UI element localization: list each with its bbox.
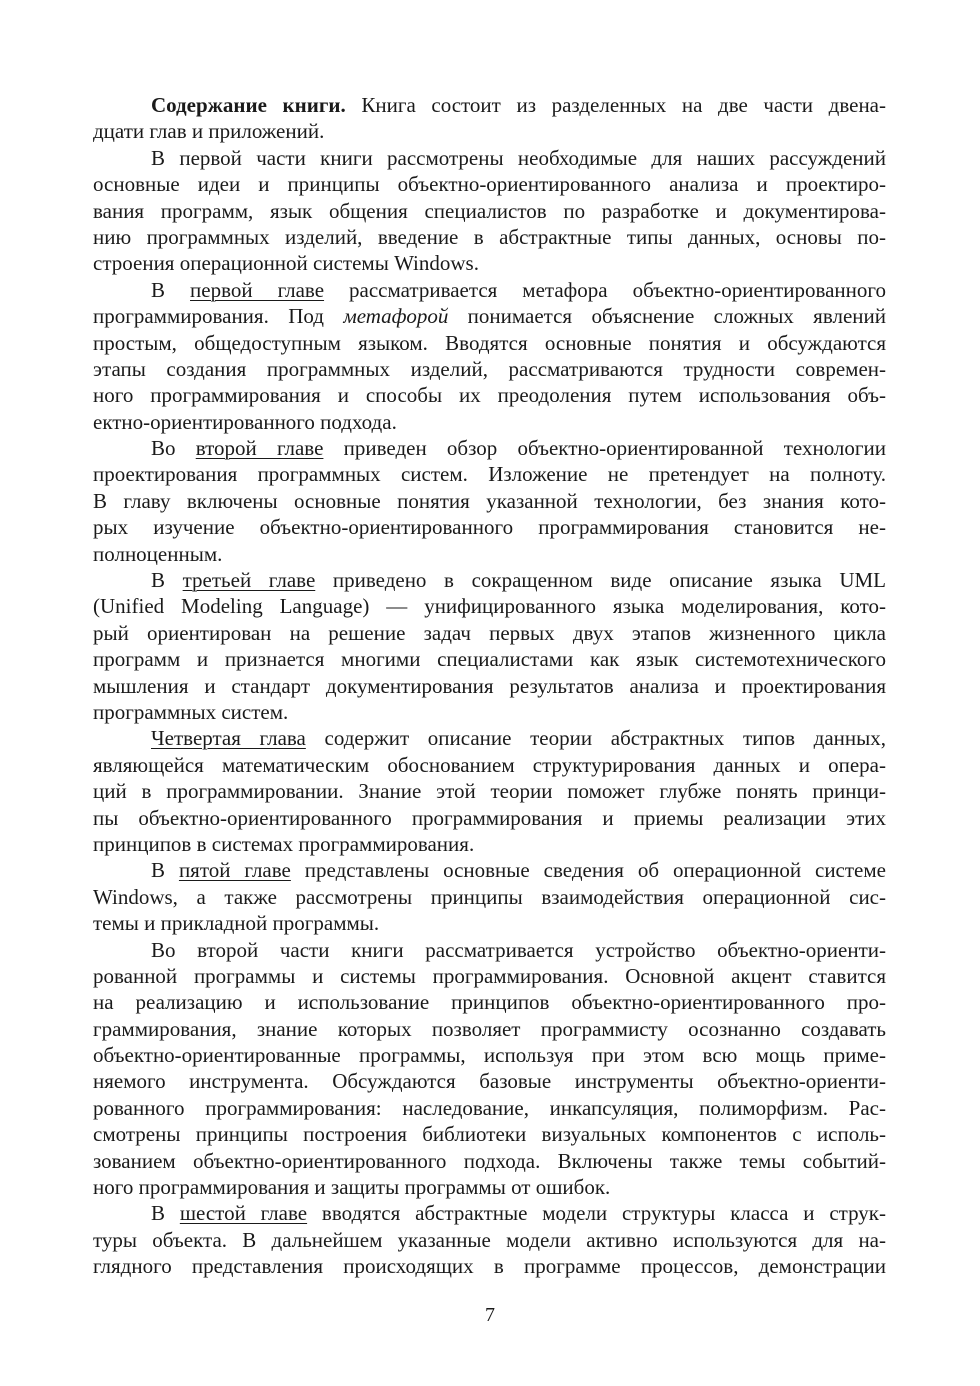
text-line [93, 593, 886, 619]
text-run: приведен обзор объектно-ориентированной технологии [323, 436, 886, 461]
italic-term: метафорой [343, 304, 449, 329]
paragraph [93, 277, 886, 435]
paragraph [93, 435, 886, 567]
text-run: В [151, 277, 191, 302]
text-run: ного программирования и способы их преодоления путем использования объ- [93, 383, 886, 408]
text-run: Книга состоит из разделенных на две части двена- [345, 93, 886, 117]
text-run: объектно-ориентированные программы, используя при этом всю мощь приме- [93, 1043, 886, 1068]
text-run: понимается объяснение сложных явлений [448, 304, 886, 329]
text-line [93, 1200, 886, 1226]
text-run: программирования. Под [93, 304, 344, 329]
text-run: глядного представления происходящих в программе процессов, демонстрации [93, 1254, 886, 1279]
text-line [93, 1148, 886, 1174]
text-line [93, 409, 886, 435]
text-line [93, 1016, 886, 1042]
text-run: рассматривается метафора объектно-ориентированного [324, 277, 886, 302]
text-line [93, 435, 886, 461]
text-line [93, 198, 886, 224]
text-run: ций в программировании. Знание этой теории поможет глубже понять принци- [93, 779, 886, 804]
text-line [93, 1174, 886, 1200]
text-run: (Unified Modeling Language) — унифицированного языка моделирования, кото- [93, 594, 886, 619]
text-run: пы объектно-ориентированного программирования и приемы реализации этих [93, 805, 886, 830]
paragraph [93, 937, 886, 1201]
text-run: Во [151, 436, 196, 461]
text-line [93, 963, 886, 989]
text-run: нию программных изделий, введение в абстрактные типы данных, основы по- [93, 224, 886, 249]
text-run: вводятся абстрактные модели структуры класса и струк- [307, 1201, 886, 1226]
text-line [93, 382, 886, 408]
text-line [93, 330, 886, 356]
text-run: основные идеи и принципы объектно-ориентированного анализа и проектиро- [93, 172, 886, 197]
text-line [93, 224, 886, 250]
text-run: рых изучение объектно-ориентированного программирования становится не- [93, 515, 886, 540]
text-line [93, 778, 886, 804]
text-run: темы и прикладной программы. [93, 911, 380, 936]
text-run: полноценным. [93, 541, 223, 566]
text-line [93, 1253, 886, 1279]
text-run: дцати глав и приложений. [93, 119, 325, 144]
text-run: рованной программы и системы программирования. Основной акцент ставится [93, 963, 886, 988]
text-line [93, 884, 886, 910]
text-run: В [151, 568, 183, 593]
text-line [93, 725, 886, 751]
text-run: граммирования, знание которых позволяет программисту осознанно создавать [93, 1016, 886, 1041]
paragraph [93, 857, 886, 936]
bold-text: Содержание книги. [151, 93, 346, 117]
text-run: ного программирования и защиты программы от ошибок. [93, 1175, 611, 1200]
text-line [93, 171, 886, 197]
text-run: няемого инструмента. Обсуждаются базовые инструменты объектно-ориенти- [93, 1069, 886, 1094]
text-line [93, 145, 886, 171]
text-run: вания программ, язык общения специалистов по разработке и документирова- [93, 198, 886, 223]
text-line [93, 937, 886, 963]
text-line [93, 461, 886, 487]
chapter-reference: первой главе [190, 277, 325, 302]
text-run: зованием объектно-ориентированного подхода. Включены также темы событий- [93, 1148, 886, 1173]
text-line [93, 488, 886, 514]
text-line [93, 1227, 886, 1253]
text-run: приведено в сокращенном виде описание языка UML [315, 568, 886, 593]
text-run: программных систем. [93, 699, 289, 724]
text-run: простым, общедоступным языком. Вводятся основные понятия и обсуждаются [93, 330, 886, 355]
text-line [93, 541, 886, 567]
text-line [93, 646, 886, 672]
text-line [93, 910, 886, 936]
chapter-reference: Четвертая глава [151, 726, 306, 751]
text-line [93, 356, 886, 382]
text-line [93, 699, 886, 725]
text-run: представлены основные сведения об операционной системе [290, 858, 886, 883]
chapter-reference: шестой главе [179, 1201, 308, 1226]
document-body [93, 92, 886, 1280]
paragraph [93, 92, 886, 145]
text-run: этапы создания программных изделий, рассматриваются трудности современ- [93, 356, 886, 381]
text-line [93, 857, 886, 883]
text-line [93, 514, 886, 540]
text-run: смотрены принципы построения библиотеки визуальных компонентов с исполь- [93, 1122, 886, 1147]
text-run: туры объекта. В дальнейшем указанные модели активно используются для на- [93, 1227, 886, 1252]
text-run: программ и признается многими специалистами как язык системотехнического [93, 647, 886, 672]
text-line [93, 673, 886, 699]
text-line [93, 1068, 886, 1094]
text-line [93, 805, 886, 831]
chapter-reference: второй главе [195, 436, 324, 461]
text-line [93, 620, 886, 646]
text-run: проектирования программных систем. Изложение не претендует на полноту. [93, 462, 886, 487]
text-run: В первой части книги рассмотрены необходимые для наших рассуждений [151, 145, 886, 170]
page-number: 7 [485, 1304, 495, 1326]
paragraph [93, 1200, 886, 1279]
paragraph [93, 725, 886, 857]
text-line [93, 831, 886, 857]
text-run: на реализацию и использование принципов объектно-ориентированного про- [93, 990, 886, 1015]
text-line [93, 1042, 886, 1068]
text-run: содержит описание теории абстрактных типов данных, [305, 726, 886, 751]
text-line [93, 567, 886, 593]
text-line [93, 118, 886, 144]
paragraph [93, 145, 886, 277]
text-line [93, 250, 886, 276]
text-run: рый ориентирован на решение задач первых двух этапов жизненного цикла [93, 620, 886, 645]
text-run: Во второй части книги рассматривается устройство объектно-ориенти- [151, 937, 886, 962]
chapter-reference: третьей главе [182, 568, 316, 593]
text-line [93, 92, 886, 118]
text-line [93, 752, 886, 778]
chapter-reference: пятой главе [178, 858, 291, 883]
text-line [93, 1121, 886, 1147]
text-run: принципов в системах программирования. [93, 831, 475, 856]
text-run: являющейся математическим обоснованием структурирования данных и опера- [93, 752, 886, 777]
text-run: мышления и стандарт документирования результатов анализа и проектирования [93, 673, 886, 698]
text-line [93, 989, 886, 1015]
text-run: рованного программирования: наследование, инкапсуляция, полиморфизм. Рас- [93, 1095, 886, 1120]
text-line [93, 277, 886, 303]
text-run: В главу включены основные понятия указанной технологии, без знания кото- [93, 488, 886, 513]
text-run: ектно-ориентированного подхода. [93, 409, 397, 434]
text-run: Windows, а также рассмотрены принципы взаимодействия операционной сис- [93, 884, 886, 909]
text-run: В [151, 1201, 180, 1226]
text-line [93, 1095, 886, 1121]
text-run: строения операционной системы Windows. [93, 251, 479, 276]
text-line [93, 303, 886, 329]
text-run: В [151, 858, 179, 883]
paragraph [93, 567, 886, 725]
